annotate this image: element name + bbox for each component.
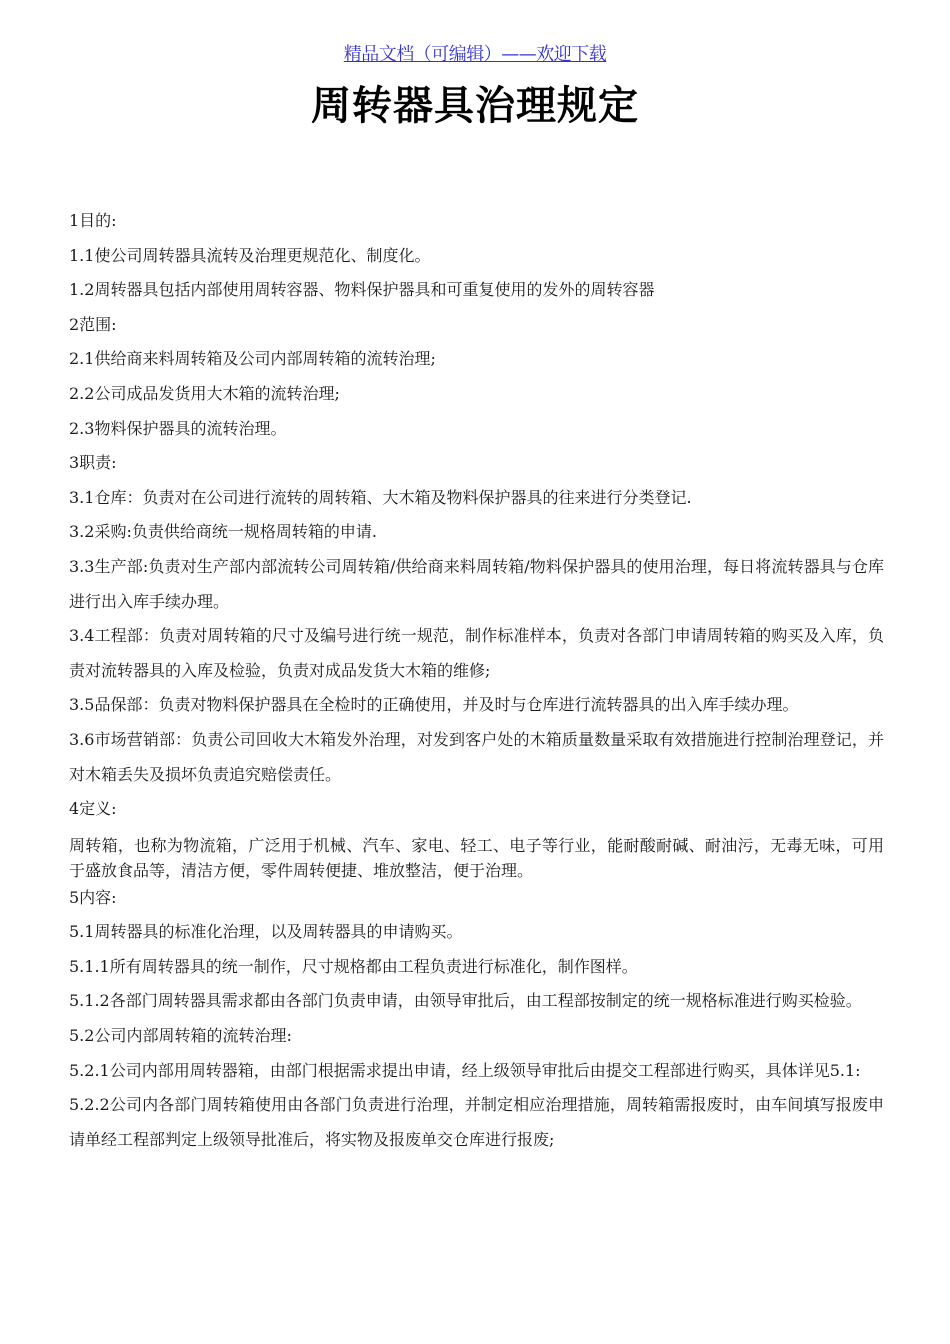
download-banner-link[interactable]: 精品文档（可编辑）——欢迎下载 (343, 44, 607, 65)
document-body (69, 204, 884, 1157)
paragraph-5-1: 5.1周转器具的标准化治理，以及周转器具的申请购买。 (69, 922, 463, 942)
paragraph-3-6: 3.6市场营销部：负责公司回收大木箱发外治理，对发到客户处的木箱质量数量采取有效措施进行控制治理登记，并对木箱丢失及损坏负责追究赔偿责任。 (69, 729, 884, 784)
section-heading-scope: 2范围: (69, 314, 117, 334)
paragraph-5-2-2: 5.2.2公司内各部门周转箱使用由各部门负责进行治理，并制定相应治理措施，周转箱需报废时，由车间填写报废申请单经工程部判定上级领导批准后，将实物及报废单交仓库进行报废; (69, 1095, 884, 1149)
paragraph-3-1: 3.1仓库：负责对在公司进行流转的周转箱、大木箱及物料保护器具的往来进行分类登记. (69, 487, 692, 507)
paragraph-5-1-1: 5.1.1所有周转器具的统一制作，尺寸规格都由工程负责进行标准化，制作图样。 (69, 956, 638, 976)
section-heading-content: 5内容: (69, 887, 117, 907)
paragraph-2-3: 2.3物料保护器具的流转治理。 (69, 418, 287, 438)
paragraph-3-5: 3.5品保部：负责对物料保护器具在全检时的正确使用，并及时与仓库进行流转器具的出入库手续办理。 (69, 695, 799, 715)
paragraph-3-4: 3.4工程部：负责对周转箱的尺寸及编号进行统一规范，制作标准样本，负责对各部门申请周转箱的购买及入库，负责对流转器具的入库及检验，负责对成品发货大木箱的维修; (69, 626, 884, 680)
paragraph-1-1: 1.1使公司周转器具流转及治理更规范化、制度化。 (69, 245, 431, 265)
paragraph-1-2: 1.2周转器具包括内部使用周转容器、物料保护器具和可重复使用的发外的周转容器 (69, 280, 655, 300)
paragraph-definition: 周转箱，也称为物流箱，广泛用于机械、汽车、家电、轻工、电子等行业，能耐酸耐碱、耐油污，无毒无味，可用于盛放食品等，清洁方便，零件周转便捷、堆放整洁，便于治理。 (69, 835, 884, 880)
paragraph-5-2: 5.2公司内部周转箱的流转治理: (69, 1026, 292, 1046)
paragraph-5-2-1: 5.2.1公司内部用周转器箱，由部门根据需求提出申请，经上级领导审批后由提交工程部进行购买，具体详见5.1: (69, 1060, 861, 1080)
section-heading-definition: 4定义: (69, 799, 117, 819)
section-heading-responsibilities: 3职责: (69, 453, 117, 473)
paragraph-2-1: 2.1供给商来料周转箱及公司内部周转箱的流转治理; (69, 349, 436, 369)
document-title: 周转器具治理规定 (311, 83, 639, 129)
paragraph-3-3: 3.3生产部:负责对生产部内部流转公司周转箱/供给商来料周转箱/物料保护器具的使用治理，每日将流转器具与仓库进行出入库手续办理。 (69, 556, 884, 611)
paragraph-2-2: 2.2公司成品发货用大木箱的流转治理; (69, 383, 340, 403)
paragraph-3-2: 3.2采购:负责供给商统一规格周转箱的申请. (69, 522, 377, 542)
paragraph-5-1-2: 5.1.2各部门周转器具需求都由各部门负责申请，由领导审批后，由工程部按制定的统一规格标准进行购买检验。 (69, 991, 862, 1011)
section-heading-purpose: 1目的: (69, 211, 117, 230)
